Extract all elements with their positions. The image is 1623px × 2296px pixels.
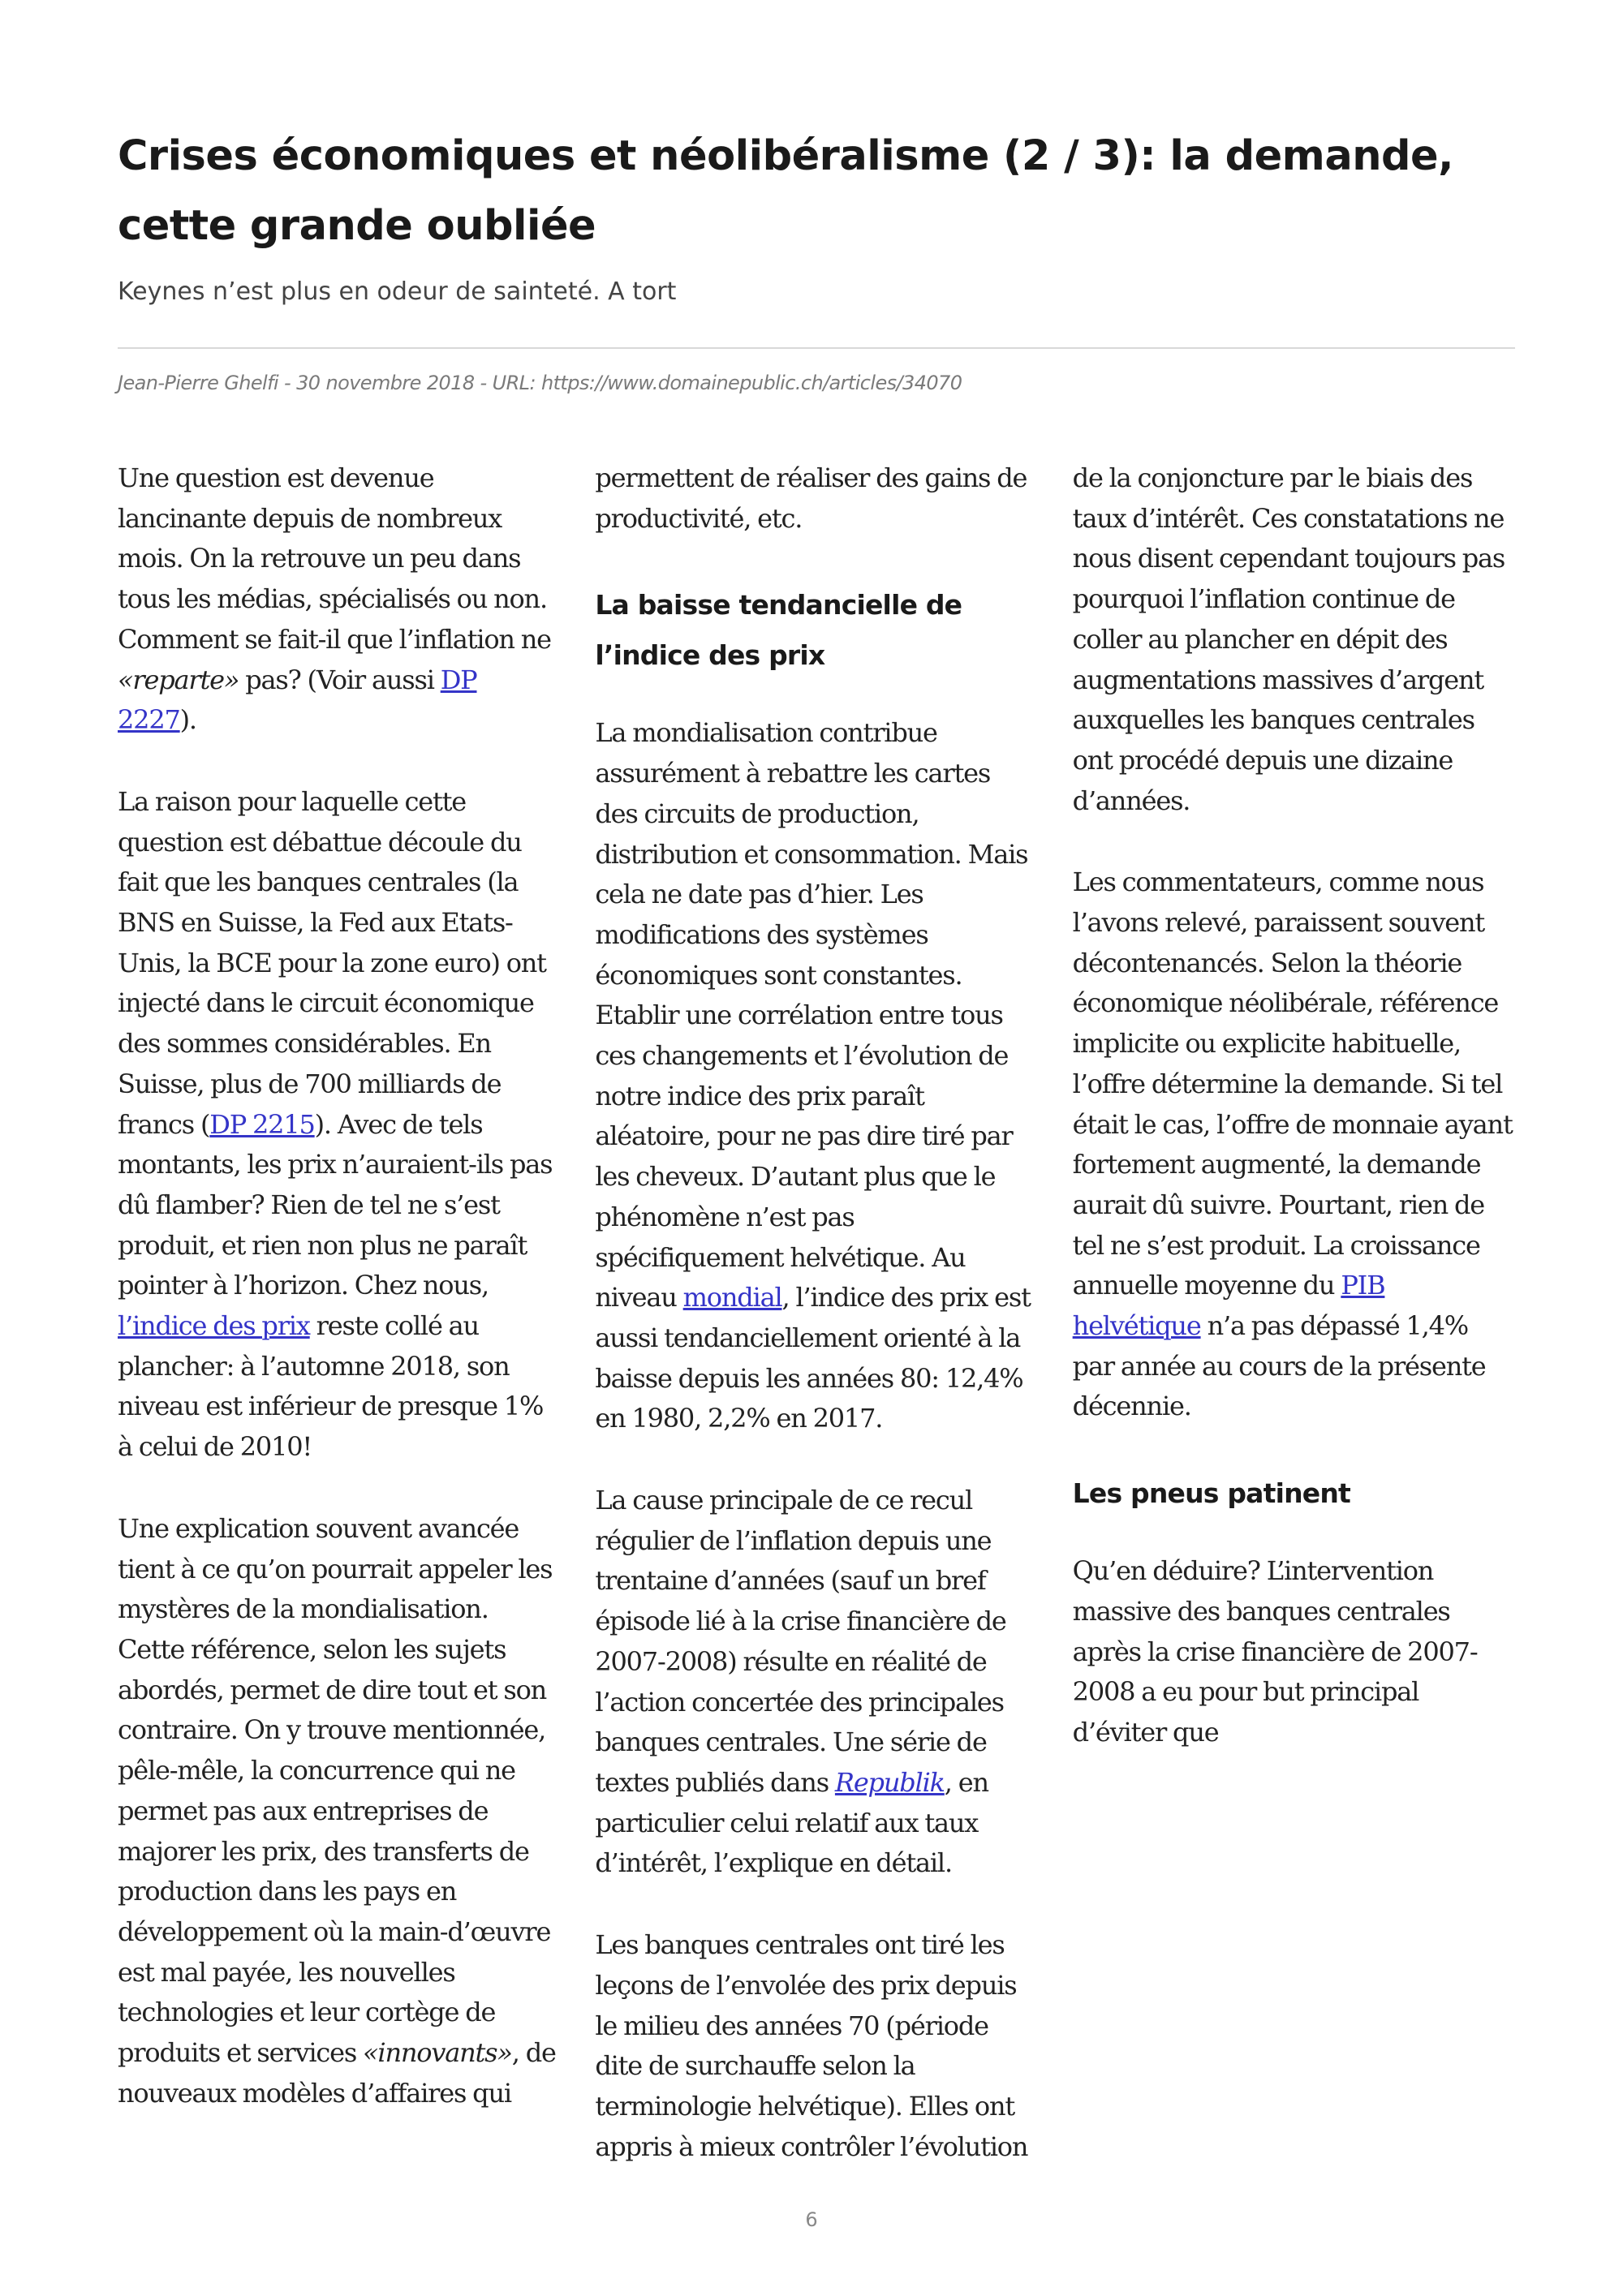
paragraph-8: Qu’en déduire? L’intervention massive des banques centrales après la crise financière de 2007-2008 a eu pour but principal d’éviter que <box>1072 1555 1478 1748</box>
page-number: 6 <box>805 2208 818 2231</box>
article-title: Crises économiques et néolibéralisme (2 / 3): la demande, cette grande oubliée <box>118 132 1454 250</box>
emphasis-reparte: «reparte» <box>118 664 239 695</box>
header-divider <box>118 347 1515 349</box>
paragraph-1: Une question est devenue lancinante depuis de nombreux mois. On la retrouve un peu dans tous les médias, spécialisés ou non. Comment se fait-il que l’inflation ne «reparte» pas? (Voir aussi DP 2227). <box>118 462 551 736</box>
link-dp-2215[interactable]: DP 2215 <box>209 1108 315 1140</box>
article-meta: Jean-Pierre Ghelfi - 30 novembre 2018 - URL: https://www.domainepublic.ch/articles/34070 <box>118 372 962 394</box>
link-dp-2227[interactable]: DP 2227 <box>118 664 477 736</box>
emphasis-innovants: «innovants» <box>363 2037 512 2069</box>
link-republik[interactable]: Republik <box>834 1766 945 1798</box>
article-subtitle: Keynes n’est plus en odeur de sainteté. A tort <box>118 277 677 306</box>
paragraph-4: La mondialisation contribue assurément à rebattre les cartes des circuits de production, distribution et consommation. Mais cela ne date pas d’hier. Les modifications des systèmes économiques sont constantes. Etablir une corrélation entre tous ces changements et l’évolution de notre indice des prix paraît aléatoire, pour ne pas dire tiré par les cheveux. D’autant plus que le phénomène n’est pas spécifiquement helvétique. Au niveau mondial, l’indice des prix est aussi tendanciellement orienté à la baisse depuis les années 80: 12,4% en 1980, 2,2% en 2017. <box>595 717 1031 1434</box>
paragraph-5: La cause principale de ce recul régulier de l’inflation depuis une trentaine d’années (sauf un bref épisode lié à la crise financière de 2007-2008) résulte en réalité de l’action concertée des principales banques centrales. Une série de textes publiés dans Republik, en particulier celui relatif aux taux d’intérêt, l’explique en détail. <box>595 1485 1006 1879</box>
section-heading-1: La baisse tendancielle de l’indice des prix <box>595 589 962 672</box>
article-body <box>118 458 1515 2178</box>
paragraph-6: Les banques centrales ont tiré les leçons de l’envolée des prix depuis le milieu des années 70 (période dite de surchauffe selon la terminologie helvétique). Elles ont appris à mieux contrôler l’évolution de la conjoncture par le biais des taux d’intérêt. Ces constatations ne nous disent cependant toujours pas pourquoi l’inflation continue de coller au plancher en dépit des augmentations massives d’argent auxquelles les banques centrales ont procédé depuis une dizaine d’années. <box>595 462 1505 2162</box>
paragraph-7: Les commentateurs, comme nous l’avons relevé, paraissent souvent décontenancés. Selon la théorie économique néolibérale, référence implicite ou explicite habituelle, l’offre détermine la demande. Si tel était le cas, l’offre de monnaie ayant fortement augmenté, la demande aurait dû suivre. Pourtant, rien de tel ne s’est produit. La croissance annuelle moyenne du PIB helvétique n’a pas dépassé 1,4% par année au cours de la présente décennie. <box>1072 866 1513 1422</box>
section-heading-2: Les pneus patinent <box>1072 1477 1351 1510</box>
paragraph-3: Une explication souvent avancée tient à ce qu’on pourrait appeler les mystères de la mondialisation. Cette référence, selon les sujets abordés, permet de dire tout et son contraire. On y trouve mentionnée, pêle-mêle, la concurrence qui ne permet pas aux entreprises de majorer les prix, des transferts de production dans les pays en développement où la main-d’œuvre est mal payée, les nouvelles technologies et leur cortège de produits et services «innovants», de nouveaux modèles d’affaires qui permettent de réaliser des gains de productivité, etc. <box>118 462 1027 2109</box>
paragraph-2: La raison pour laquelle cette question est débattue découle du fait que les banques centrales (la BNS en Suisse, la Fed aux Etats-Unis, la BCE pour la zone euro) ont injecté dans le circuit économique des sommes considérables. En Suisse, plus de 700 milliards de francs (DP 2215). Avec de tels montants, les prix n’auraient-ils pas dû flamber? Rien de tel ne s’est produit, et rien non plus ne paraît pointer à l’horizon. Chez nous, l’indice des prix reste collé au plancher: à l’automne 2018, son niveau est inférieur de presque 1% à celui de 2010! <box>118 785 553 1463</box>
link-indice-des-prix[interactable]: l’indice des prix <box>118 1310 310 1342</box>
link-pib-helvetique[interactable]: PIB helvétique <box>1072 1270 1385 1342</box>
link-mondial[interactable]: mondial <box>682 1282 782 1314</box>
